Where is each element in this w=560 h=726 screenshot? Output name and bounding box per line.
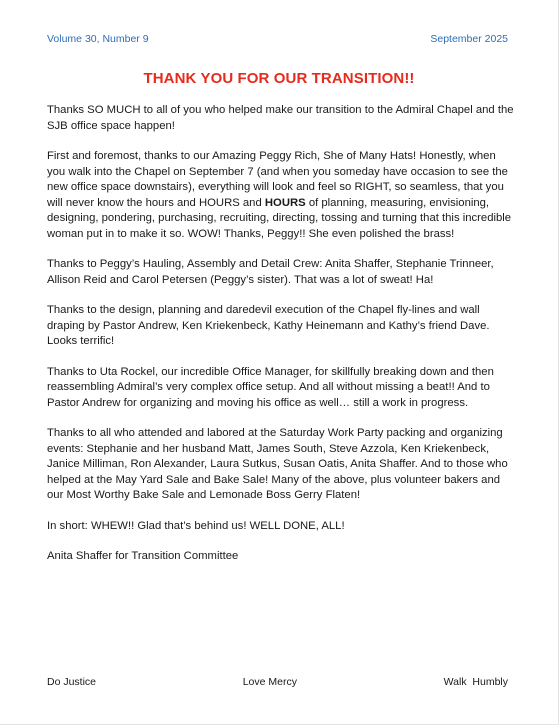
footer-motto-center: Love Mercy <box>242 676 297 688</box>
paragraph-hauling-crew: Thanks to Peggy’s Hauling, Assembly and Detail Crew: Anita Shaffer, Stephanie Trinneer, Allison Reid and Carol Petersen (Peggy’s sister). That was a lot of sweat! Ha! <box>47 258 494 286</box>
footer-motto-left: Do Justice <box>47 676 97 688</box>
footer-motto-right: Walk Humbly <box>443 676 508 688</box>
emphasis-hours: HOURS <box>264 196 306 209</box>
paragraph-peggy-text-b: of planning, measuring, envisioning, designing, pondering, purchasing, recruiting, directing, tossing and turning that this incredible woman put in to make it so. WOW! Thanks, Peggy!! She even polished the brass! <box>47 196 512 240</box>
volume-number: Volume 30, Number 9 <box>47 33 149 45</box>
newsletter-header <box>47 33 508 45</box>
newsletter-footer <box>47 676 508 688</box>
paragraph-peggy <box>47 149 517 242</box>
paragraph-intro: Thanks SO MUCH to all of you who helped make our transition to the Admiral Chapel and the SJB office space happen! <box>47 104 514 132</box>
article-title: THANK YOU FOR OUR TRANSITION!! <box>143 70 415 87</box>
paragraph-work-party: Thanks to all who attended and labored at the Saturday Work Party packing and organizing events: Stephanie and her husband Matt, James South, Steve Azzola, Ken Kriekenbeck, Janice Milliman, Ron Alexander, Laura Sutkus, Susan Oatis, Anita Shaffer. And to those who helped at the May Yard Sale and Bake Sale! Many of the above, plus volunteer bakers and our Most Worthy Bake Sale and Lemonade Boss Gerry Flaten! <box>47 427 508 501</box>
paragraph-office-manager: Thanks to Uta Rockel, our incredible Office Manager, for skillfully breaking down and then reassembling Admiral’s very complex office setup. And all without missing a beat!! And to Pastor Andrew for organizing and moving his office as well… still a work in progress. <box>47 365 494 409</box>
issue-date: September 2025 <box>430 33 508 45</box>
paragraph-fly-lines: Thanks to the design, planning and daredevil execution of the Chapel fly-lines and wall draping by Pastor Andrew, Ken Kriekenbeck, Kathy Heinemann and Kathy’s friend Dave. Looks terrific! <box>47 304 490 347</box>
paragraph-signature: Anita Shaffer for Transition Committee <box>47 550 239 562</box>
article-body <box>47 103 517 580</box>
paragraph-closing: In short: WHEW!! Glad that’s behind us! WELL DONE, ALL! <box>47 519 345 532</box>
paragraph-peggy-text-a: First and foremost, thanks to our Amazing Peggy Rich, She of Many Hats! Honestly, when you walk into the Chapel on September 7 (and when you someday have occasion to see the new office space downstairs), everything will look and feel so RIGHT, so seamless, that you will never know the hours and HOURS and <box>47 150 508 209</box>
